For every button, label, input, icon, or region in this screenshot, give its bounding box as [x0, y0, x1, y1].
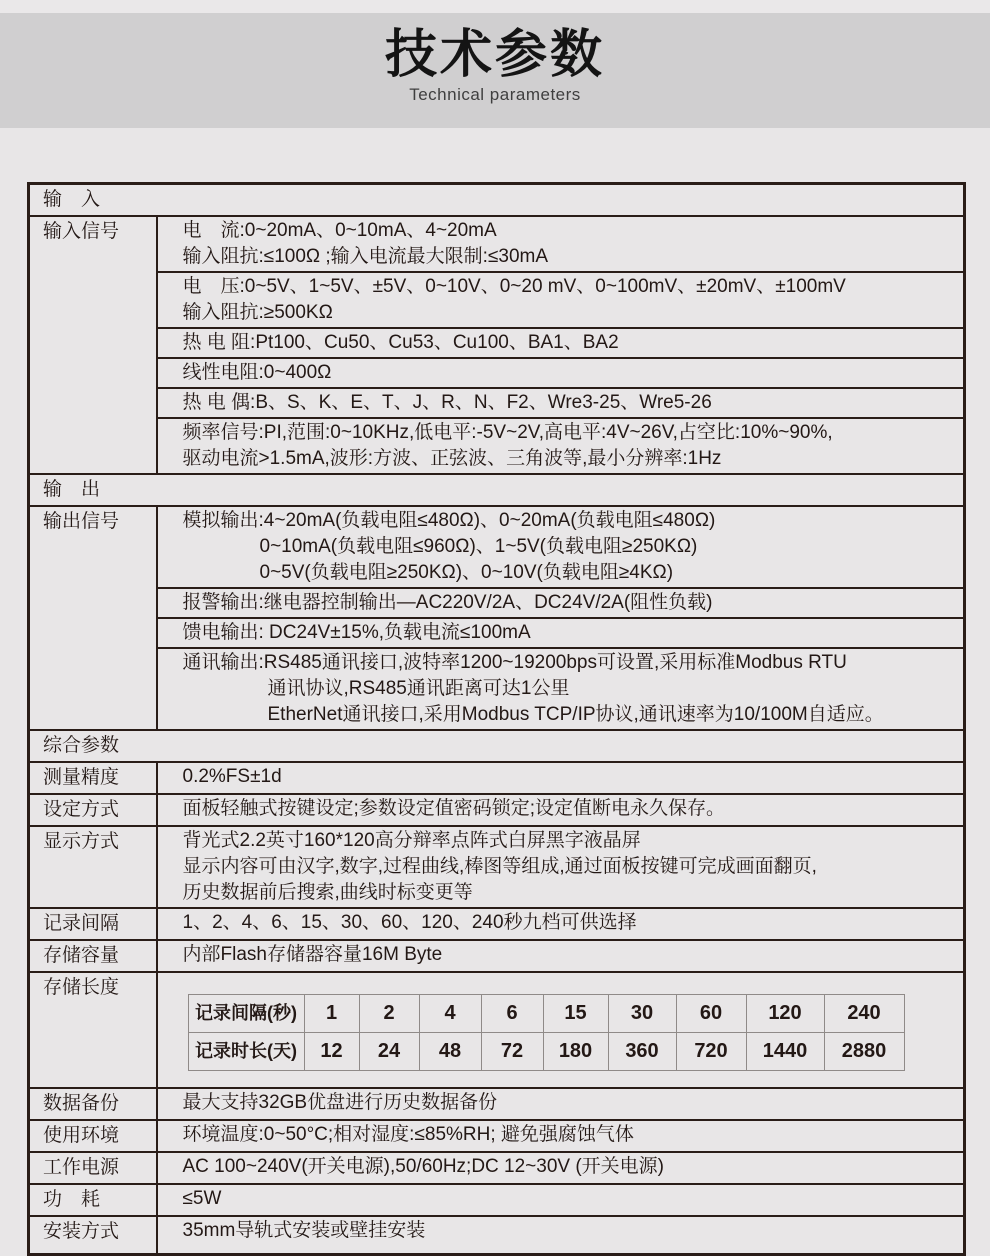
table-row [29, 358, 965, 388]
section-header-input: 输 入 [29, 184, 965, 217]
spec-line: 背光式2.2英寸160*120高分辩率点阵式白屏黑字液晶屏 [182, 830, 641, 851]
section-row-output [29, 474, 965, 506]
table-row [29, 826, 965, 908]
spec-line: 线性电阻:0~400Ω [182, 362, 332, 383]
section-header-output: 输 出 [29, 474, 965, 506]
storage-interval-label: 记录间隔(秒) [188, 995, 304, 1033]
cell-rtd [157, 328, 965, 358]
table-row [29, 388, 965, 418]
table-row [29, 1184, 965, 1216]
cell-record-interval [157, 908, 965, 940]
storage-interval-value: 4 [419, 995, 481, 1033]
section-row-input [29, 184, 965, 217]
storage-duration-value: 2880 [824, 1033, 904, 1071]
table-row [29, 908, 965, 940]
table-row [29, 1216, 965, 1255]
spec-line: 内部Flash存储器容量16M Byte [182, 944, 443, 965]
table-row [29, 328, 965, 358]
cell-power-supply [157, 1152, 965, 1184]
storage-duration-value: 720 [676, 1033, 746, 1071]
spec-line: 显示内容可由汉字,数字,过程曲线,棒图等组成,通过面板按键可完成画面翻页, [182, 856, 817, 877]
section-header-general: 综合参数 [29, 730, 965, 762]
storage-table-row [188, 995, 904, 1033]
spec-line: 电 压:0~5V、1~5V、±5V、0~10V、0~20 mV、0~100mV、±20mV、±100mV [182, 276, 846, 297]
table-row [29, 216, 965, 272]
spec-table [27, 182, 966, 1256]
storage-interval-value: 240 [824, 995, 904, 1033]
spec-line: 电 流:0~20mA、0~10mA、4~20mA [182, 220, 497, 241]
storage-duration-value: 360 [608, 1033, 676, 1071]
top-strip [0, 0, 990, 13]
cell-environment [157, 1120, 965, 1152]
table-row [29, 618, 965, 648]
spec-line: 0~10mA(负载电阻≤960Ω)、1~5V(负载电阻≥250KΩ) [259, 536, 698, 557]
spec-line: 馈电输出: DC24V±15%,负载电流≤100mA [182, 622, 531, 643]
storage-duration-label: 记录时长(天) [188, 1033, 304, 1071]
cell-storage-capacity [157, 940, 965, 972]
spec-line: 最大支持32GB优盘进行历史数据备份 [182, 1092, 498, 1113]
spec-line: 驱动电流>1.5mA,波形:方波、正弦波、三角波等,最小分辨率:1Hz [182, 448, 722, 469]
spec-line: 环境温度:0~50°C;相对湿度:≤85%RH; 避免强腐蚀气体 [182, 1124, 634, 1145]
storage-duration-value: 180 [543, 1033, 608, 1071]
cell-thermocouple [157, 388, 965, 418]
spec-line: 1、2、4、6、15、30、60、120、240秒九档可供选择 [182, 912, 637, 933]
row-label-power-supply: 工作电源 [29, 1152, 157, 1184]
row-label-storage-capacity: 存储容量 [29, 940, 157, 972]
row-label-storage-length: 存储长度 [29, 972, 157, 1088]
storage-interval-value: 60 [676, 995, 746, 1033]
storage-duration-value: 12 [304, 1033, 359, 1071]
cell-comm-output [157, 648, 965, 730]
cell-linear-resistance [157, 358, 965, 388]
spec-line: 热 电 阻:Pt100、Cu50、Cu53、Cu100、BA1、BA2 [182, 332, 619, 353]
cell-data-backup [157, 1088, 965, 1120]
cell-voltage [157, 272, 965, 328]
storage-interval-value: 2 [359, 995, 419, 1033]
row-label-display-method: 显示方式 [29, 826, 157, 908]
row-label-input-signal: 输入信号 [29, 216, 157, 474]
header-band [0, 13, 990, 128]
table-row [29, 272, 965, 328]
cell-alarm-output [157, 588, 965, 618]
spec-line: 通讯输出:RS485通讯接口,波特率1200~19200bps可设置,采用标准Modbus RTU [182, 652, 847, 673]
row-label-output-signal: 输出信号 [29, 506, 157, 730]
cell-frequency-signal [157, 418, 965, 474]
spec-line: 报警输出:继电器控制输出—AC220V/2A、DC24V/2A(阻性负载) [182, 592, 713, 613]
spec-line: 输入阻抗:≥500KΩ [182, 302, 333, 323]
storage-interval-value: 15 [543, 995, 608, 1033]
storage-duration-value: 1440 [746, 1033, 824, 1071]
table-row [29, 1120, 965, 1152]
table-row [29, 940, 965, 972]
spec-line: 面板轻触式按键设定;参数设定值密码锁定;设定值断电永久保存。 [182, 798, 726, 819]
row-label-power-consumption: 功 耗 [29, 1184, 157, 1216]
spec-line: 频率信号:PI,范围:0~10KHz,低电平:-5V~2V,高电平:4V~26V,占空比:10%~90%, [182, 422, 833, 443]
storage-interval-value: 120 [746, 995, 824, 1033]
spec-line: 模拟输出:4~20mA(负载电阻≤480Ω)、0~20mA(负载电阻≤480Ω) [182, 510, 716, 531]
table-row [29, 648, 965, 730]
spec-line: 历史数据前后搜索,曲线时标变更等 [182, 882, 473, 903]
spec-line: 0.2%FS±1d [182, 766, 282, 787]
spec-line: EtherNet通讯接口,采用Modbus TCP/IP协议,通讯速率为10/100M自适应。 [267, 704, 884, 725]
storage-duration-value: 72 [481, 1033, 543, 1071]
cell-storage-length [157, 972, 965, 1088]
spec-line: 输入阻抗:≤100Ω ;输入电流最大限制:≤30mA [182, 246, 549, 267]
page-subtitle: Technical parameters [409, 85, 581, 104]
row-label-data-backup: 数据备份 [29, 1088, 157, 1120]
spec-line: 热 电 偶:B、S、K、E、T、J、R、N、F2、Wre3-25、Wre5-26 [182, 392, 712, 413]
storage-duration-value: 24 [359, 1033, 419, 1071]
cell-analog-output [157, 506, 965, 588]
spec-line: 35mm导轨式安装或壁挂安装 [182, 1220, 426, 1241]
table-row [29, 1088, 965, 1120]
row-label-measure-accuracy: 测量精度 [29, 762, 157, 794]
table-row [29, 588, 965, 618]
spec-line: AC 100~240V(开关电源),50/60Hz;DC 12~30V (开关电源) [182, 1156, 665, 1177]
spec-line: 0~5V(负载电阻≥250KΩ)、0~10V(负载电阻≥4KΩ) [259, 562, 674, 583]
spec-line: ≤5W [182, 1188, 222, 1209]
storage-interval-value: 30 [608, 995, 676, 1033]
table-row [29, 972, 965, 1088]
cell-power-consumption [157, 1184, 965, 1216]
cell-feed-output [157, 618, 965, 648]
row-label-setting-method: 设定方式 [29, 794, 157, 826]
cell-measure-accuracy [157, 762, 965, 794]
cell-setting-method [157, 794, 965, 826]
row-label-installation: 安装方式 [29, 1216, 157, 1255]
table-row [29, 762, 965, 794]
storage-interval-value: 1 [304, 995, 359, 1033]
storage-interval-value: 6 [481, 995, 543, 1033]
row-label-record-interval: 记录间隔 [29, 908, 157, 940]
table-row [29, 1152, 965, 1184]
storage-duration-value: 48 [419, 1033, 481, 1071]
table-row [29, 794, 965, 826]
section-row-general [29, 730, 965, 762]
storage-length-table [188, 994, 905, 1071]
row-label-environment: 使用环境 [29, 1120, 157, 1152]
storage-table-row [188, 1033, 904, 1071]
spec-line: 通讯协议,RS485通讯距离可达1公里 [267, 678, 570, 699]
cell-current [157, 216, 965, 272]
cell-installation [157, 1216, 965, 1255]
table-row [29, 506, 965, 588]
cell-display-method [157, 826, 965, 908]
table-row [29, 418, 965, 474]
page-title: 技术参数 [384, 26, 605, 84]
